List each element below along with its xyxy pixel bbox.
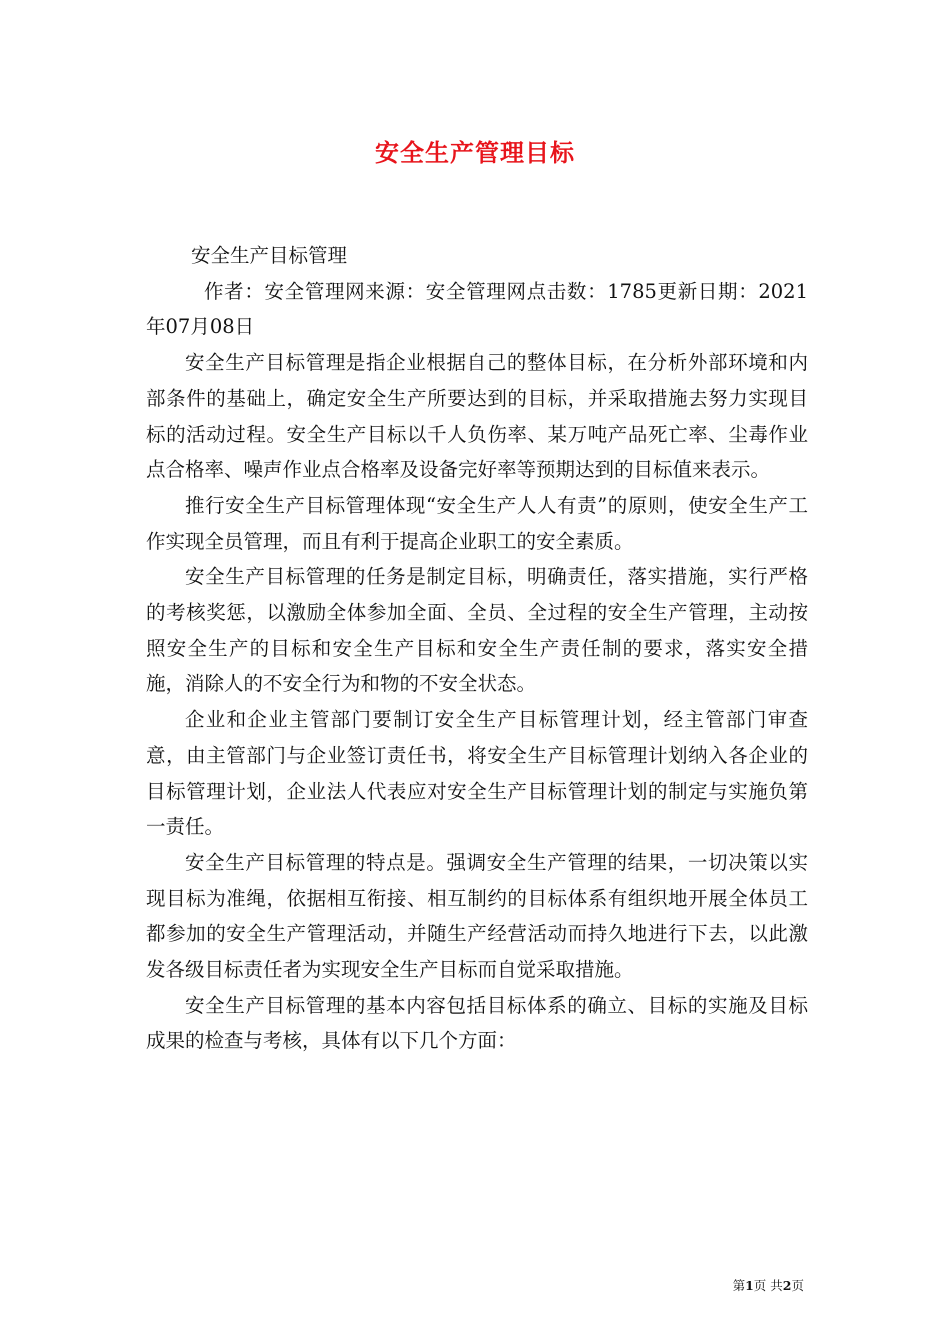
paragraph: 推行安全生产目标管理体现“安全生产人人有责”的原则，使安全生产工作实现全员管理，而且有利于提高企业职工的安全素质。 <box>146 493 808 553</box>
paragraph: 安全生产目标管理是指企业根据自己的整体目标，在分析外部环境和内部条件的基础上，确定安全生产所要达到的目标，并采取措施去努力实现目标的活动过程。安全生产目标以千人负伤率、某万吨产品死亡率、尘毒作业点合格率、噪声作业点合格率及设备完好率等预期达到的目标值来表示。 <box>146 351 808 482</box>
paragraph: 安全生产目标管理的基本内容包括目标体系的确立、目标的实施及目标成果的检查与考核，具体有以下几个方面： <box>146 993 808 1053</box>
document-body <box>146 238 808 1059</box>
footer-prefix: 第 <box>732 1278 746 1293</box>
document-meta: 作者：安全管理网来源：安全管理网点击数：1785更新日期：2021年07月08日 <box>146 279 808 339</box>
footer-current-page: 1 <box>745 1278 754 1293</box>
footer-total-pages: 2 <box>782 1278 792 1293</box>
paragraph: 企业和企业主管部门要制订安全生产目标管理计划，经主管部门审查意，由主管部门与企业签订责任书，将安全生产目标管理计划纳入各企业的目标管理计划，企业法人代表应对安全生产目标管理计划的制定与实施负第一责任。 <box>146 708 808 839</box>
footer-middle: 页 共 <box>753 1278 783 1293</box>
page-footer <box>733 1276 804 1294</box>
paragraph: 安全生产目标管理的任务是制定目标，明确责任，落实措施，实行严格的考核奖惩，以激励全体参加全面、全员、全过程的安全生产管理，主动按照安全生产的目标和安全生产目标和安全生产责任制的要求，落实安全措施，消除人的不安全行为和物的不安全状态。 <box>146 565 808 696</box>
footer-suffix: 页 <box>791 1278 804 1293</box>
paragraph: 安全生产目标管理的特点是。强调安全生产管理的结果，一切决策以实现目标为准绳，依据相互衔接、相互制约的目标体系有组织地开展全体员工都参加的安全生产管理活动，并随生产经营活动而持久地进行下去，以此激发各级目标责任者为实现安全生产目标而自觉采取措施。 <box>146 850 808 982</box>
page-title: 安全生产管理目标 <box>375 138 575 167</box>
document-subtitle: 安全生产目标管理 <box>191 244 348 267</box>
